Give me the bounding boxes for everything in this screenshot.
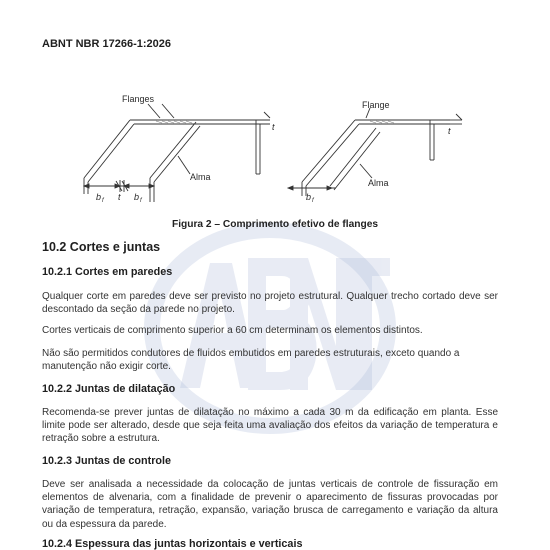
label-bf-left: b xyxy=(96,192,102,202)
label-flange: Flange xyxy=(362,100,390,110)
section-10-2-1-paragraph-2: Cortes verticais de comprimento superior a 60 cm determinam os elementos distintos. xyxy=(42,325,423,336)
section-10-2-3-title: 10.2.3 Juntas de controle xyxy=(42,455,172,467)
section-10-2-title: 10.2 Cortes e juntas xyxy=(42,240,161,254)
section-10-2-1-title: 10.2.1 Cortes em paredes xyxy=(42,266,173,278)
label-alma-right: Alma xyxy=(368,178,389,188)
label-t-right: t xyxy=(448,126,451,136)
section-10-2-3-paragraph-1: Deve ser analisada a necessidade da colocação de juntas verticais de controle de fissuração em elementos de alvenaria, com a finalidade de prevenir o aparecimento de fissuras provocadas por variação de temperatura, retração, expansão, variação brusca de carregamento e variação da altura ou da espessura da parede. xyxy=(42,479,498,530)
label-t-mid: t xyxy=(118,192,121,202)
section-10-2-2-title: 10.2.2 Juntas de dilatação xyxy=(42,383,176,395)
label-bf-right-sub: f xyxy=(140,198,142,204)
flange-length-figure xyxy=(70,82,465,207)
label-bf-left-sub: f xyxy=(102,198,104,204)
section-10-2-4-title: 10.2.4 Espessura das juntas horizontais e verticais xyxy=(42,538,303,550)
label-flanges: Flanges xyxy=(122,94,155,104)
document-standard-header: ABNT NBR 17266-1:2026 xyxy=(42,38,171,50)
label-bf-right-drawing-sub: f xyxy=(312,198,314,204)
label-bf-right: b xyxy=(134,192,140,202)
figure-caption: Figura 2 – Comprimento efetivo de flanges xyxy=(171,219,379,230)
section-10-2-1-paragraph-1: Qualquer corte em paredes deve ser previsto no projeto estrutural. Qualquer trecho cortado deve ser descontado da seção da parede no projeto. xyxy=(42,291,498,316)
section-10-2-1-paragraph-3: Não são permitidos condutores de fluidos embutidos em paredes estruturais, exceto quando a manutenção não exigir corte. xyxy=(42,348,460,373)
section-10-2-2-paragraph-1: Recomenda-se prever juntas de dilatação no máximo a cada 30 m da edificação em planta. Esse limite pode ser alterado, desde que seja feita uma avaliação dos efeitos da variação de temperatura e retração sobre a estrutura. xyxy=(42,407,498,445)
label-bf-right-drawing: b xyxy=(306,192,312,202)
label-alma-left: Alma xyxy=(190,172,211,182)
label-t-left: t xyxy=(272,122,275,132)
